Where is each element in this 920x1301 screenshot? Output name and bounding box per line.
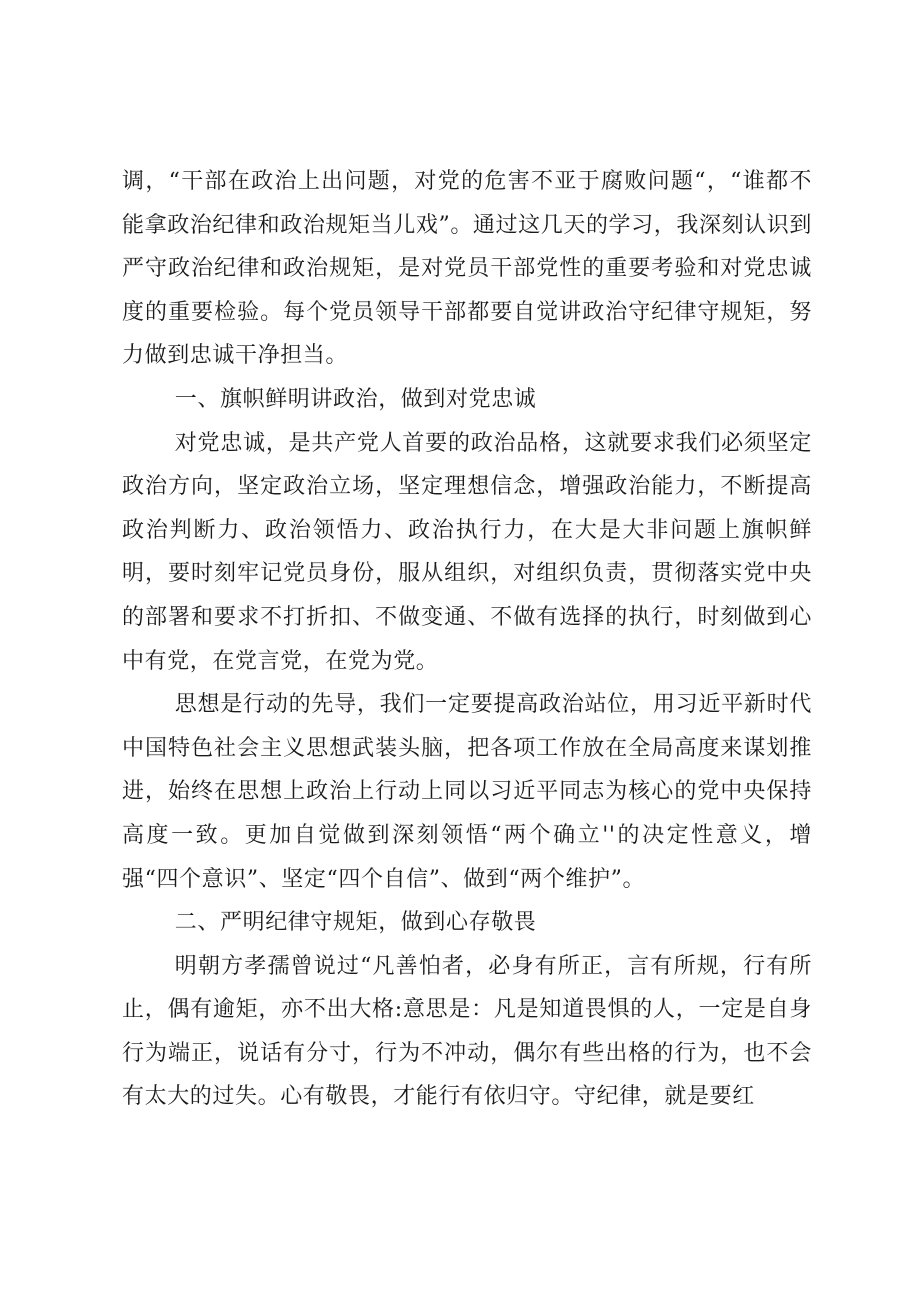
body-paragraph: 对党忠诚，是共产党人首要的政治品格，这就要求我们必须坚定政治方向，坚定政治立场，坚定理想信念，增强政治能力，不断提高政治判断力、政治领悟力、政治执行力，在大是大非问题上旗帜鲜明，要时刻牢记党员身份，服从组织，对组织负责，贯彻落实党中央的部署和要求不打折扣、不做变通、不做有选择的执行，时刻做到心中有党，在党言党，在党为党。 [122,430,812,674]
document-body [122,160,812,1119]
body-paragraph: 思想是行动的先导，我们一定要提高政治站位，用习近平新时代中国特色社会主义思想武装头脑，把各项工作放在全局高度来谋划推进，始终在思想上政治上行动上同以习近平同志为核心的党中央保持高度一致。更加自觉做到深刻领悟“两个确立''的决定性意义，增强“四个意识”、坚定“四个自信”、做到“两个维护”。 [122,692,812,892]
body-paragraph-continued: 调，“干部在政治上出问题，对党的危害不亚于腐败问题“，“谁都不能拿政治纪律和政治规矩当儿戏”。通过这几天的学习，我深刻认识到严守政治纪律和政治规矩，是对党员干部党性的重要考验和对党忠诚度的重要检验。每个党员领导干部都要自觉讲政治守纪律守规矩，努力做到忠诚干净担当。 [122,169,812,369]
body-paragraph: 明朝方孝孺曾说过“凡善怕者，必身有所正，言有所规，行有所止，偶有逾矩，亦不出大格:意思是：凡是知道畏惧的人，一定是自身行为端正，说话有分寸，行为不冲动，偶尔有些出格的行为，也不会有太大的过失。心有敬畏，才能行有依归守。守纪律，就是要红 [122,953,812,1110]
section-heading-1: 一、旗帜鲜明讲政治，做到对党忠诚 [174,386,537,412]
section-heading-2: 二、严明纪律守规矩，做到心存敬畏 [174,910,537,936]
